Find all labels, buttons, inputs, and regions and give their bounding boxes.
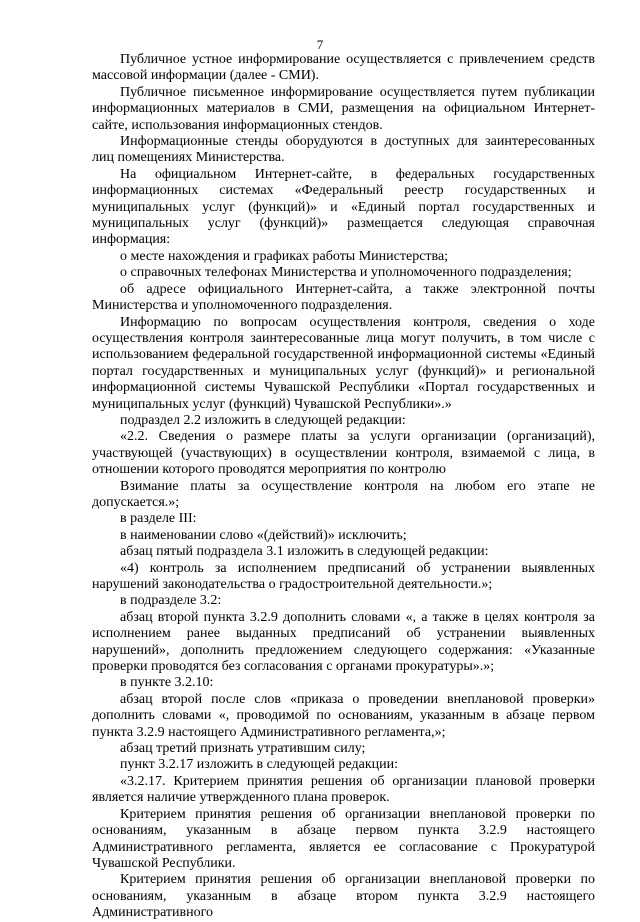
paragraph: абзац второй после слов «приказа о проведении внеплановой проверки» дополнить словами «, проводимой по основаниям, указанным в абзаце первом пункта 3.2.9 настоящего Административного регламента,»; [92, 691, 595, 740]
page-number: 7 [316, 37, 324, 52]
paragraph: Публичное устное информирование осуществляется с привлечением средств массовой информации (далее - СМИ). [92, 52, 595, 84]
paragraph: Взимание платы за осуществление контроля на любом его этапе не допускается.»; [92, 478, 595, 510]
paragraph: о месте нахождения и графиках работы Министерства; [120, 248, 449, 264]
paragraph: «4) контроль за исполнением предписаний об устранении выявленных нарушений законодательства о градостроительной деятельности.»; [92, 560, 595, 592]
paragraph: в пункте 3.2.10: [120, 675, 214, 691]
paragraph: в наименовании слово «(действий)» исключить; [120, 527, 407, 543]
paragraph: об адресе официального Интернет-сайта, а также электронной почты Министерства и уполномоченного подразделения. [92, 281, 595, 314]
paragraph: «3.2.17. Критерием принятия решения об организации плановой проверки является наличие утвержденного плана проверок. [92, 773, 595, 806]
paragraph: абзац второй пункта 3.2.9 дополнить словами «, а также в целях контроля за исполнением ранее выданных предписаний об устранении выявленных нарушений», дополнить предложением следующего содержания: «Указанные проверки проводятся без согласования с органами прокуратуры».»; [92, 609, 595, 675]
paragraph: абзац третий признать утратившим силу; [120, 741, 366, 757]
document-body [92, 52, 595, 922]
paragraph: Информацию по вопросам осуществления контроля, сведения о ходе осуществления контроля заинтересованные лица могут получить, в том числе с использованием федеральной государственной информационной системы «Единый портал государственных и муниципальных услуг (функций)» и региональной информационной системы Чувашской Республики «Портал государственных и муниципальных услуг (функций) Чувашской Республики».» [92, 314, 595, 412]
paragraph: Критерием принятия решения об организации внеплановой проверки по основаниям, указанным в абзаце первом пункта 3.2.9 настоящего Административного регламента, является ее согласование с Прокуратурой Чувашской Республики. [92, 806, 595, 871]
paragraph: «2.2. Сведения о размере платы за услуги организации (организаций), участвующей (участвующих) в осуществлении контроля, взимаемой с лица, в отношении которого проводятся мероприятия по контролю [92, 429, 595, 478]
paragraph: На официальном Интернет-сайте, в федеральных государственных информационных системах «Федеральный реестр государственных и муниципальных услуг (функций)» и «Единый портал государственных и муниципальных услуг (функций)» размещается следующая справочная информация: [92, 166, 595, 248]
paragraph: подраздел 2.2 изложить в следующей редакции: [120, 412, 406, 428]
paragraph: в разделе III: [120, 511, 197, 527]
paragraph: Критерием принятия решения об организации внеплановой проверки по основаниям, указанным в абзаце втором пункта 3.2.9 настоящего Административного [92, 872, 595, 921]
paragraph: в подразделе 3.2: [120, 593, 222, 609]
paragraph: пункт 3.2.17 изложить в следующей редакции: [120, 757, 398, 773]
paragraph: о справочных телефонах Министерства и уполномоченного подразделения; [120, 265, 572, 281]
paragraph: Информационные стенды оборудуются в доступных для заинтересованных лиц помещениях Министерства. [92, 134, 595, 166]
paragraph: абзац пятый подраздела 3.1 изложить в следующей редакции: [120, 544, 489, 560]
paragraph: Публичное письменное информирование осуществляется путем публикации информационных материалов в СМИ, размещения на официальном Интернет-сайте, использования информационных стендов. [92, 84, 595, 133]
